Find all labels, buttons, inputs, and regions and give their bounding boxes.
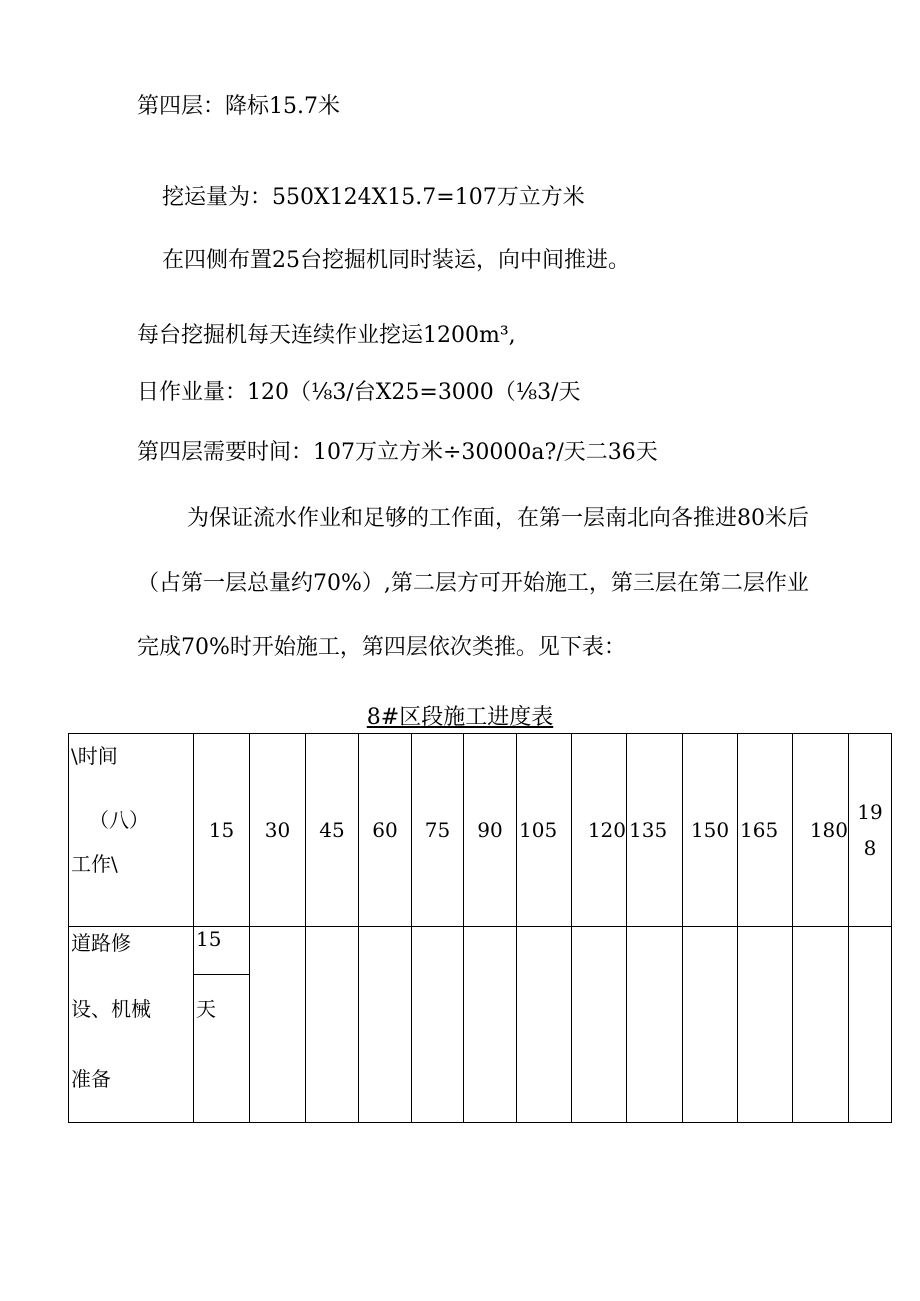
paragraph-9: 完成70%时开始施工，第四层依次类推。见下表：	[137, 635, 626, 660]
paragraph-4: 每台挖掘机每天连续作业挖运1200m³,	[137, 323, 516, 348]
corner-header-cell	[69, 734, 194, 927]
paragraph-8: （占第一层总量约70%）,第二层方可开始施工，第三层在第二层作业	[137, 571, 809, 596]
day-header-cell: 60	[359, 734, 412, 927]
day-header-cell: 180	[793, 734, 849, 927]
paragraph-6: 第四层需要时间：107万立方米÷30000a?/天二36天	[137, 440, 658, 465]
header-row	[69, 734, 892, 927]
schedule-cell	[464, 927, 517, 1123]
day-header-cell: 45	[306, 734, 359, 927]
schedule-cell	[412, 927, 464, 1123]
duration-cell	[194, 927, 250, 1123]
corner-time-label: \时间	[71, 744, 118, 768]
duration-value: 15	[196, 927, 222, 951]
day-header-cell: 120	[572, 734, 627, 927]
day-header-cell: 150	[683, 734, 738, 927]
task-name-line3: 准备	[71, 1067, 111, 1091]
task-name-line2: 设、机械	[71, 997, 151, 1021]
day-header-cell: 135	[627, 734, 683, 927]
day-header-cell: 30	[250, 734, 306, 927]
day-header-cell-last	[849, 734, 892, 927]
day-header-cell: 165	[738, 734, 793, 927]
last-day-top: 19	[857, 800, 883, 824]
corner-unit-label: （八）	[89, 808, 149, 832]
duration-bar-line	[194, 974, 249, 975]
schedule-cell	[793, 927, 849, 1123]
schedule-cell	[306, 927, 359, 1123]
schedule-cell	[849, 927, 892, 1123]
schedule-cell	[683, 927, 738, 1123]
paragraph-5: 日作业量：120（⅛3∕台X25=3000（⅛3/天	[137, 380, 581, 405]
schedule-table	[68, 733, 892, 1123]
table-row	[69, 927, 892, 1123]
schedule-cell	[250, 927, 306, 1123]
task-cell	[69, 927, 194, 1123]
day-header-cell: 15	[194, 734, 250, 927]
day-header-cell: 90	[464, 734, 517, 927]
table-caption: 8#区段施工进度表	[366, 705, 554, 730]
paragraph-1: 第四层：降标15.7米	[137, 94, 340, 119]
duration-unit: 天	[196, 997, 216, 1021]
schedule-cell	[627, 927, 683, 1123]
schedule-cell	[517, 927, 572, 1123]
corner-work-label: 工作\	[71, 852, 118, 876]
paragraph-7: 为保证流水作业和足够的工作面，在第一层南北向各推进80米后	[187, 506, 809, 531]
task-name-line1: 道路修	[71, 931, 131, 955]
schedule-cell	[738, 927, 793, 1123]
schedule-cell	[572, 927, 627, 1123]
day-header-cell: 75	[412, 734, 464, 927]
paragraph-3: 在四侧布置25台挖掘机同时装运，向中间推进。	[162, 248, 630, 273]
last-day-bottom: 8	[863, 836, 877, 860]
paragraph-2: 挖运量为：550X124X15.7=107万立方米	[162, 185, 585, 210]
schedule-cell	[359, 927, 412, 1123]
day-header-cell: 105	[517, 734, 572, 927]
